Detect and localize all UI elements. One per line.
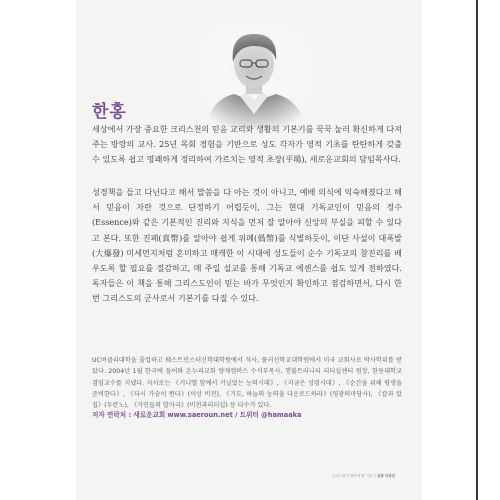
contact-twitter-handle[interactable]: @hamaaka <box>261 411 302 419</box>
contact-twitter-label: 트위터 <box>239 411 259 419</box>
contact-website[interactable]: www.saeroun.net <box>167 411 233 419</box>
page-footer <box>332 474 395 479</box>
author-bio-intro: 세상에서 가장 중요한 크리스천의 믿음 교리와 생활의 기본기를 꾹꾹 눌러 확신하게 다져주는 방랑의 교사. 25년 목회 경험을 기반으로 성도 각자가 영적 기초를 탄탄하게 갖출 수 있도록 쉽고 명쾌하게 정리하여 가르치는 영적 초장(平場), 새로운교회의 담임목사다. <box>92 124 402 165</box>
author-contact <box>92 409 402 419</box>
footer-publisher: 규장 디자인 <box>377 474 396 478</box>
page-margin <box>478 0 500 500</box>
contact-label: 저자 연락처 : <box>92 411 134 419</box>
author-photo <box>196 22 314 128</box>
author-bio-philosophy: 성경책을 들고 다닌다고 해서 말씀을 다 아는 것이 아니고, 예배 의식에 익숙해졌다고 해서 믿음이 자란 것으로 단정하기 어렵듯이, 그는 현대 기독교인이 믿음의 정수(Essence)와 같은 기본적인 진리와 지식을 먼저 잘 알아야 신앙의 부실을 피할 수 있다고 본다. 또한 진폐(真幣)를 알아야 쉽게 위폐(僞幣)를 식별하듯이, 이단 사설이 대폭발(大爆發) 미세먼지처럼 혼미하고 매캐한 이 시대에 성도들이 순수 기독교의 참진리를 배우도록 할 필요를 절감하고, 매 주일 설교를 통해 기독교 에센스를 쉽도 있게 전하였다. 독자들은 이 책을 통해 그리스도인이 믿는 바가 무엇인지 확인하고 점검하면서, 다시 한 번 그리스도의 군사로서 기본기를 다질 수 있다. <box>92 187 402 304</box>
author-education-career: UC버클리대학을 졸업하고 웨스트민스터신학대학원에서 석사, 풀러신학교대학원에서 미국 교회사로 박사학위를 받았다. 2004년 1월 한국에 들어와 온누리교회 양재캠퍼스 수석부목사, 행불트라니티 리더십센터 원장, 한동대학교 겸임교수를 지냈다. 지서로는 《거니엘 앞에서 거닐었는 능력시대》, 《지금은 성령시대》, 《순간을 위해 평생을 준비한다》, 《다시 가슴이 뛴다》(이상 비전), 《기도, 하늘의 능력을 다운로드하라》(영광의마당사), 《칼과 칼집》(두란노), 《거인들의 발자국》(비전과리더십) 등 다수가 있다. <box>92 357 402 410</box>
author-name: 한홍 <box>92 102 127 122</box>
contact-church: 새로운교회 <box>133 411 166 419</box>
footer-book-title: 크리스천이 알아야 할 기본기 <box>332 474 376 478</box>
contact-separator: / <box>235 411 240 419</box>
